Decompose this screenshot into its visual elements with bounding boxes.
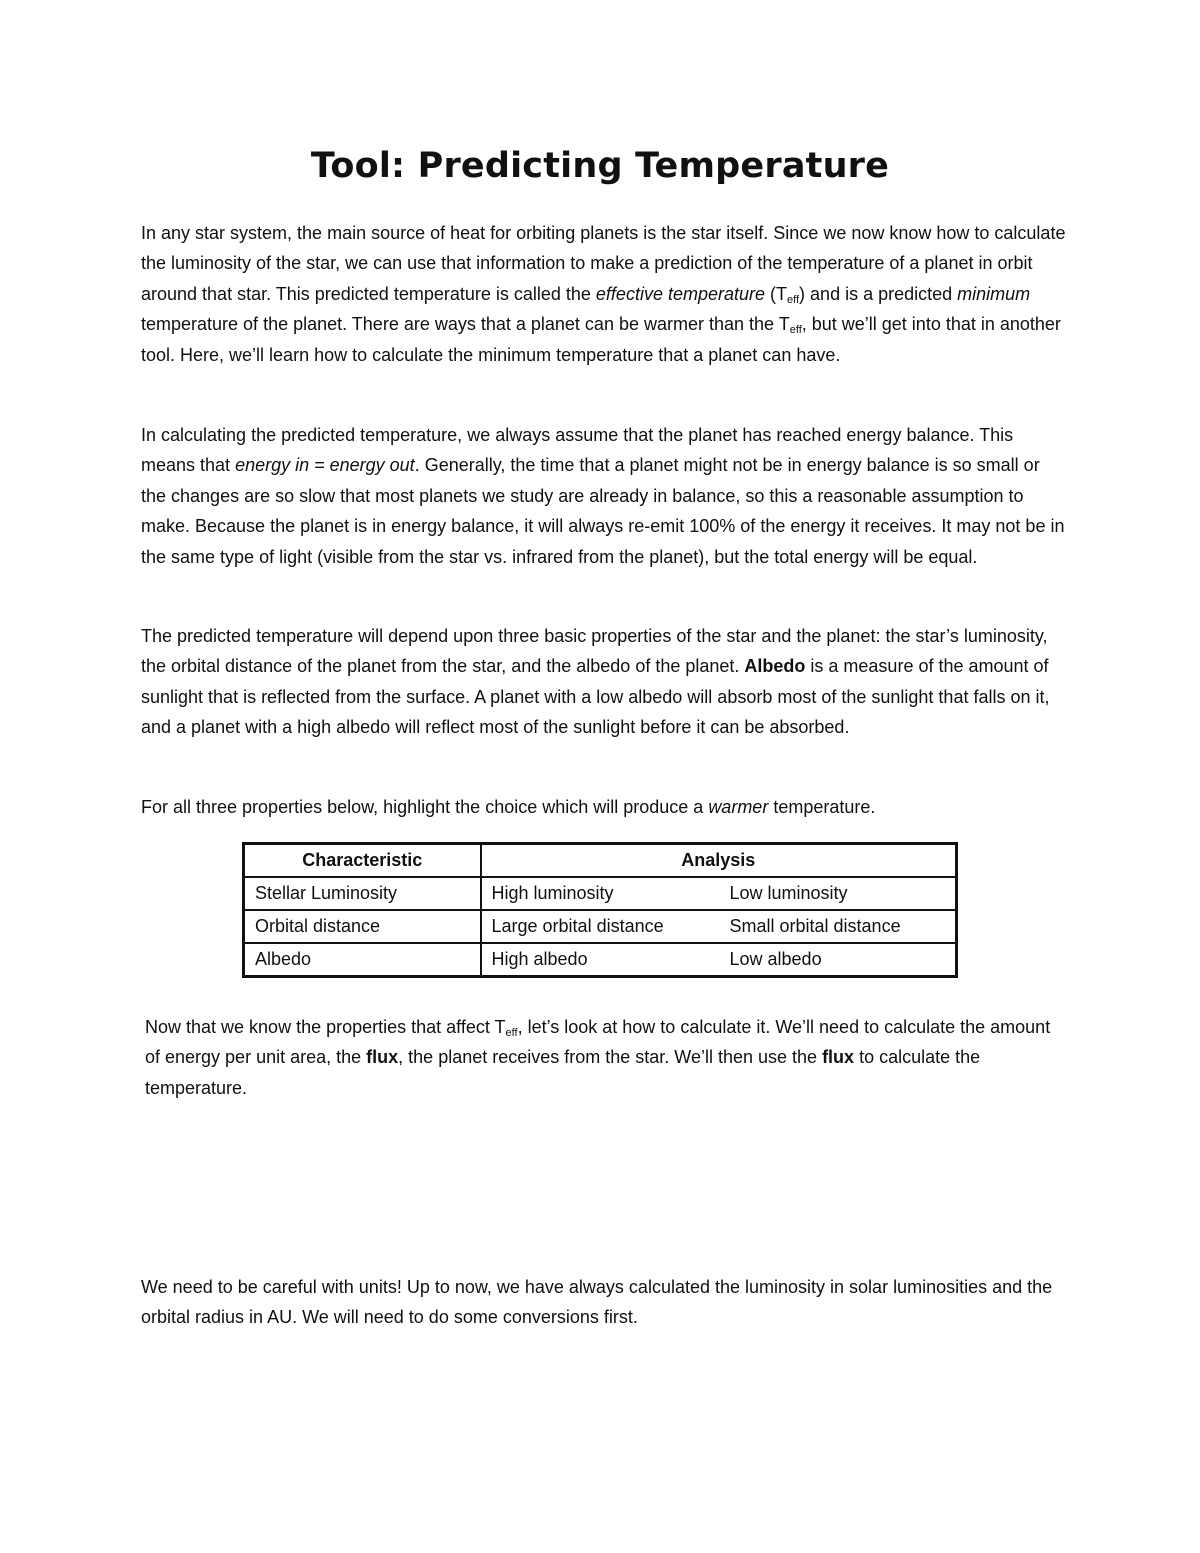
- cell-choice-a[interactable]: High luminosity: [481, 877, 720, 910]
- text-span: (T: [765, 283, 788, 304]
- cell-characteristic: Orbital distance: [244, 910, 481, 943]
- instruction-paragraph: [141, 792, 1066, 822]
- subscript-eff: eff: [787, 293, 800, 306]
- units-paragraph: [141, 1272, 1066, 1333]
- cell-choice-a[interactable]: High albedo: [481, 943, 720, 977]
- subscript-eff: eff: [505, 1027, 518, 1039]
- subscript-eff: eff: [789, 324, 802, 337]
- text-span: Now that we know the properties that affect T: [145, 1017, 506, 1037]
- cell-characteristic: Albedo: [244, 943, 481, 977]
- italic-term-effective-temperature: effective temperature: [595, 283, 766, 304]
- text-span: , but we’ll get into that in another tool. Here, we’ll learn how to calculate the minimum temperature that a planet can have.: [141, 314, 1061, 365]
- table-row: [244, 943, 957, 977]
- intro-paragraph: [141, 218, 1066, 370]
- text-span: . Generally, the time that a planet might not be in energy balance is so small or the changes are so slow that most planets we study are already in balance, so this a reasonable assumption to make. Because the planet is in energy balance, it will always re-emit 100% of the energy it receives. It may not be in the same type of light (visible from the star vs. infrared from the planet), but the total energy will be equal.: [141, 455, 1065, 567]
- text-span: The predicted temperature will depend upon three basic properties of the star and the planet: the star’s luminosity, the orbital distance of the planet from the star, and the albedo of the planet.: [141, 626, 1048, 677]
- text-span: ) and is a predicted: [799, 283, 958, 304]
- text-span: In any star system, the main source of heat for orbiting planets is the star itself. Since we now know how to calculate the luminosity of the star, we can use that information to make a prediction of the temperature of a planet in orbit around that star. This predicted temperature is called the: [141, 223, 1066, 304]
- bold-term-flux: flux: [822, 1047, 855, 1068]
- cell-choice-b[interactable]: Small orbital distance: [720, 910, 957, 943]
- cell-choice-b[interactable]: Low luminosity: [720, 877, 957, 910]
- cell-choice-a[interactable]: Large orbital distance: [481, 910, 720, 943]
- bold-term-albedo: Albedo: [744, 656, 806, 677]
- text-span: In calculating the predicted temperature, we always assume that the planet has reached energy balance. This means that: [141, 425, 1014, 476]
- italic-term-warmer: warmer: [708, 797, 769, 817]
- analysis-table: [242, 842, 958, 978]
- table-row: [244, 910, 957, 943]
- table-row: [244, 877, 957, 910]
- bold-term-flux: flux: [366, 1047, 399, 1068]
- energy-balance-paragraph: [141, 420, 1066, 572]
- text-span: is a measure of the amount of sunlight that is reflected from the surface. A planet with a low albedo will absorb most of the sunlight that falls on it, and a planet with a high albedo will reflect most of the sunlight before it can be absorbed.: [141, 656, 1050, 738]
- page-title: Tool: Predicting Temperature: [310, 146, 890, 186]
- text-span: , let’s look at how to calculate it. We’ll need to calculate the amount of energy per unit area, the: [145, 1017, 1051, 1068]
- italic-term-energy-equation: energy in = energy out: [235, 455, 415, 476]
- header-analysis: Analysis: [481, 844, 957, 878]
- table-header-row: [244, 844, 957, 878]
- cell-characteristic: Stellar Luminosity: [244, 877, 481, 910]
- text-span: temperature.: [768, 797, 876, 817]
- text-span: to calculate the temperature.: [145, 1047, 981, 1098]
- text-span: For all three properties below, highlight the choice which will produce a: [141, 797, 709, 817]
- text-span: temperature of the planet. There are ways that a planet can be warmer than the T: [141, 314, 790, 335]
- text-span: , the planet receives from the star. We’ll then use the: [398, 1047, 823, 1068]
- properties-paragraph: [141, 621, 1066, 743]
- header-characteristic: Characteristic: [244, 844, 481, 878]
- cell-choice-b[interactable]: Low albedo: [720, 943, 957, 977]
- italic-term-minimum: minimum: [957, 283, 1031, 304]
- text-span: We need to be careful with units! Up to now, we have always calculated the luminosity in solar luminosities and the orbital radius in AU. We will need to do some conversions first.: [141, 1277, 1053, 1328]
- flux-paragraph: [145, 1012, 1070, 1103]
